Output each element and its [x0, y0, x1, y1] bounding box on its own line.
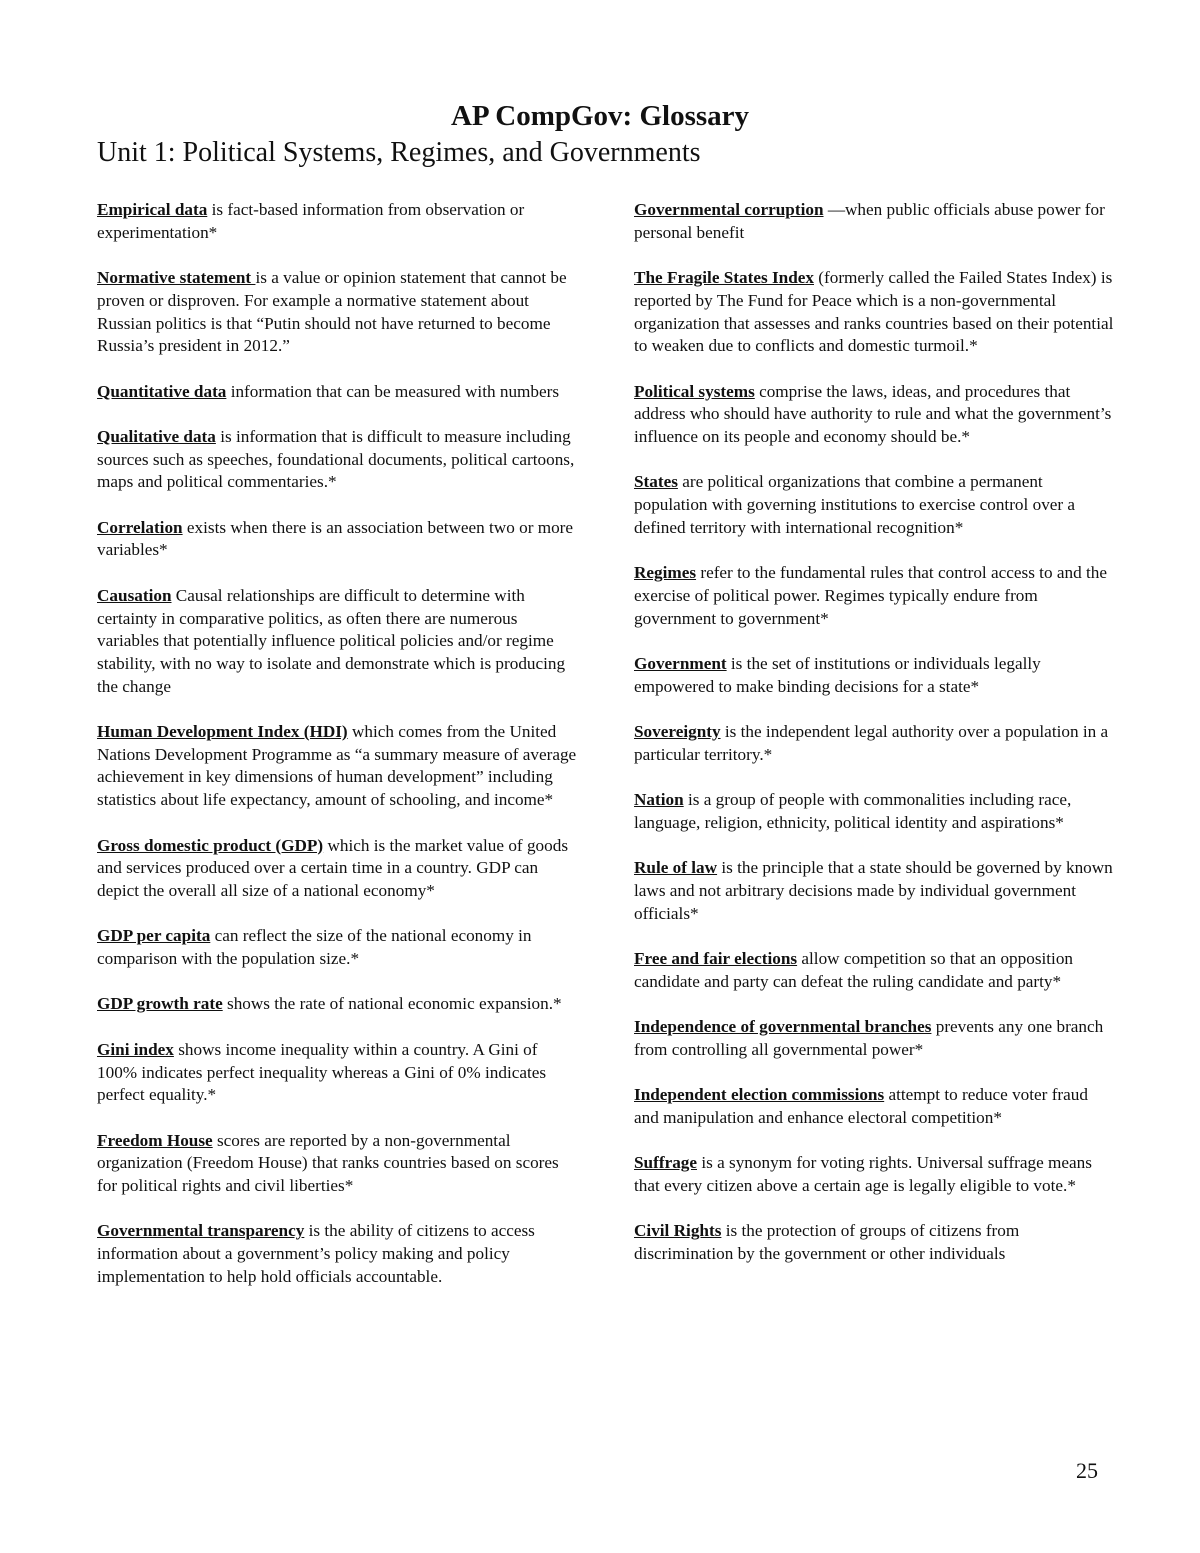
glossary-entry [634, 381, 1114, 449]
glossary-entry [97, 585, 577, 699]
glossary-entry [634, 471, 1114, 539]
glossary-entry [634, 789, 1114, 834]
glossary-entry [97, 381, 577, 404]
glossary-term: Government [634, 653, 727, 673]
glossary-entry [634, 1084, 1114, 1129]
glossary-definition: —when public officials abuse power for personal benefit [634, 200, 1105, 242]
glossary-entry [97, 1130, 577, 1198]
glossary-entry [634, 1152, 1114, 1197]
glossary-definition: is a synonym for voting rights. Universal suffrage means that every citizen above a certain age is legally eligible to vote.* [634, 1153, 1092, 1196]
glossary-entry [97, 267, 577, 358]
glossary-definition: information that can be measured with numbers [226, 381, 560, 401]
glossary-definition: prevents any one branch from controlling all governmental power* [634, 1017, 1104, 1059]
glossary-entry [634, 267, 1114, 358]
glossary-term: Independence of governmental branches [634, 1017, 932, 1037]
glossary-definition: refer to the fundamental rules that control access to and the exercise of political power. Regimes typically endure from government to government* [634, 563, 1107, 628]
glossary-term: Civil Rights [634, 1221, 722, 1241]
glossary-term: The Fragile States Index [634, 268, 814, 288]
glossary-term: Freedom House [97, 1130, 213, 1150]
glossary-entry [97, 721, 577, 812]
glossary-definition: is a value or opinion statement that cannot be proven or disproven. For example a normative statement about Russian politics is that “Putin should not have returned to become Russia’s president in 2012.” [97, 268, 567, 356]
glossary-definition: comprise the laws, ideas, and procedures that address who should have authority to rule and what the government’s influence on its people and economy should be.* [634, 381, 1112, 446]
glossary-definition: (formerly called the Failed States Index) is reported by The Fund for Peace which is a non-governmental organization that assesses and ranks countries based on their potential to weaken due to conflicts and domestic turmoil.* [634, 268, 1114, 356]
glossary-definition: shows the rate of national economic expansion.* [222, 994, 562, 1014]
glossary-definition: is fact-based information from observation or experimentation* [97, 200, 525, 242]
glossary-definition: is a group of people with commonalities including race, language, religion, ethnicity, political identity and aspirations* [634, 790, 1072, 832]
glossary-definition: attempt to reduce voter fraud and manipulation and enhance electoral competition* [634, 1085, 1088, 1127]
glossary-entry [634, 653, 1114, 698]
glossary-entry [634, 857, 1114, 925]
glossary-term: Gross domestic product (GDP) [97, 835, 324, 855]
glossary-term: GDP growth rate [97, 994, 223, 1014]
glossary-entry [634, 948, 1114, 993]
glossary-term: Independent election commissions [634, 1085, 885, 1105]
glossary-definition: are political organizations that combine a permanent population with governing institutions to exercise control over a defined territory with international recognition* [634, 472, 1076, 537]
glossary-term: Causation [97, 585, 172, 605]
glossary-definition: Causal relationships are difficult to determine with certainty in comparative politics, as often there are numerous variables that potentially influence political policies and/or regime stability, with no way to isolate and demonstrate which is producing the change [97, 585, 566, 696]
glossary-definition: is the set of institutions or individuals legally empowered to make binding decisions for a state* [634, 653, 1041, 696]
glossary-definition: which comes from the United Nations Development Programme as “a summary measure of average achievement in key dimensions of human development” including statistics about life expectancy, amount of schooling, and income* [97, 722, 577, 810]
glossary-term: Qualitative data [97, 426, 216, 446]
glossary-term: Rule of law [634, 858, 718, 878]
glossary-term: Governmental transparency [97, 1221, 305, 1241]
glossary-definition: can reflect the size of the national economy in comparison with the population size.* [97, 926, 532, 969]
glossary-term: Normative statement [97, 268, 256, 288]
glossary-entry [97, 835, 577, 903]
glossary-entry [97, 925, 577, 970]
glossary-definition: is the ability of citizens to access information about a government’s policy making and policy implementation to help hold officials accountable. [97, 1221, 535, 1286]
glossary-entry [634, 721, 1114, 766]
glossary-entry [97, 426, 577, 494]
glossary-definition: exists when there is an association between two or more variables* [97, 517, 574, 560]
glossary-term: GDP per capita [97, 926, 211, 946]
page-number: 25 [1076, 1458, 1098, 1483]
glossary-entry [634, 562, 1114, 630]
glossary-term: Sovereignty [634, 722, 721, 742]
glossary-definition: is the principle that a state should be governed by known laws and not arbitrary decisions made by individual government officials* [634, 858, 1113, 923]
glossary-entry [97, 517, 577, 562]
glossary-definition: is the independent legal authority over a population in a particular territory.* [634, 722, 1109, 764]
glossary-entry [97, 1039, 577, 1107]
glossary-entry [97, 1220, 577, 1288]
glossary-term: Political systems [634, 381, 755, 401]
glossary-entry [97, 993, 577, 1016]
glossary-entry [97, 199, 577, 244]
glossary-definition: which is the market value of goods and services produced over a certain time in a country. GDP can depict the overall all size of a national economy* [97, 835, 569, 900]
glossary-term: Human Development Index (HDI) [97, 722, 348, 742]
glossary-definition: is information that is difficult to measure including sources such as speeches, foundational documents, political cartoons, maps and political commentaries.* [97, 426, 575, 492]
glossary-entry [634, 1016, 1114, 1061]
glossary-term: Correlation [97, 517, 183, 537]
page-title: AP CompGov: Glossary [450, 100, 750, 132]
glossary-term: Quantitative data [97, 381, 227, 401]
glossary-left-column [97, 199, 577, 1311]
glossary-term: Free and fair elections [634, 949, 798, 969]
glossary-definition: scores are reported by a non-governmental organization (Freedom House) that ranks countries based on scores for political rights and civil liberties* [97, 1130, 559, 1196]
glossary-term: Regimes [634, 563, 697, 583]
glossary-definition: shows income inequality within a country. A Gini of 100% indicates perfect inequality whereas a Gini of 0% indicates perfect equality.* [97, 1039, 547, 1105]
glossary-entry [634, 1220, 1114, 1265]
glossary-definition: allow competition so that an opposition candidate and party can defeat the ruling candidate and party* [634, 949, 1074, 991]
glossary-entry [634, 199, 1114, 244]
glossary-term: Gini index [97, 1039, 174, 1059]
glossary-term: Suffrage [634, 1153, 698, 1173]
glossary-right-column [634, 199, 1114, 1289]
glossary-term: States [634, 472, 678, 492]
glossary-term: Empirical data [97, 200, 208, 219]
glossary-definition: is the protection of groups of citizens from discrimination by the government or other individuals [634, 1221, 1020, 1264]
page-subtitle: Unit 1: Political Systems, Regimes, and Governments [97, 137, 701, 168]
glossary-term: Governmental corruption [634, 200, 824, 219]
glossary-term: Nation [634, 790, 684, 810]
